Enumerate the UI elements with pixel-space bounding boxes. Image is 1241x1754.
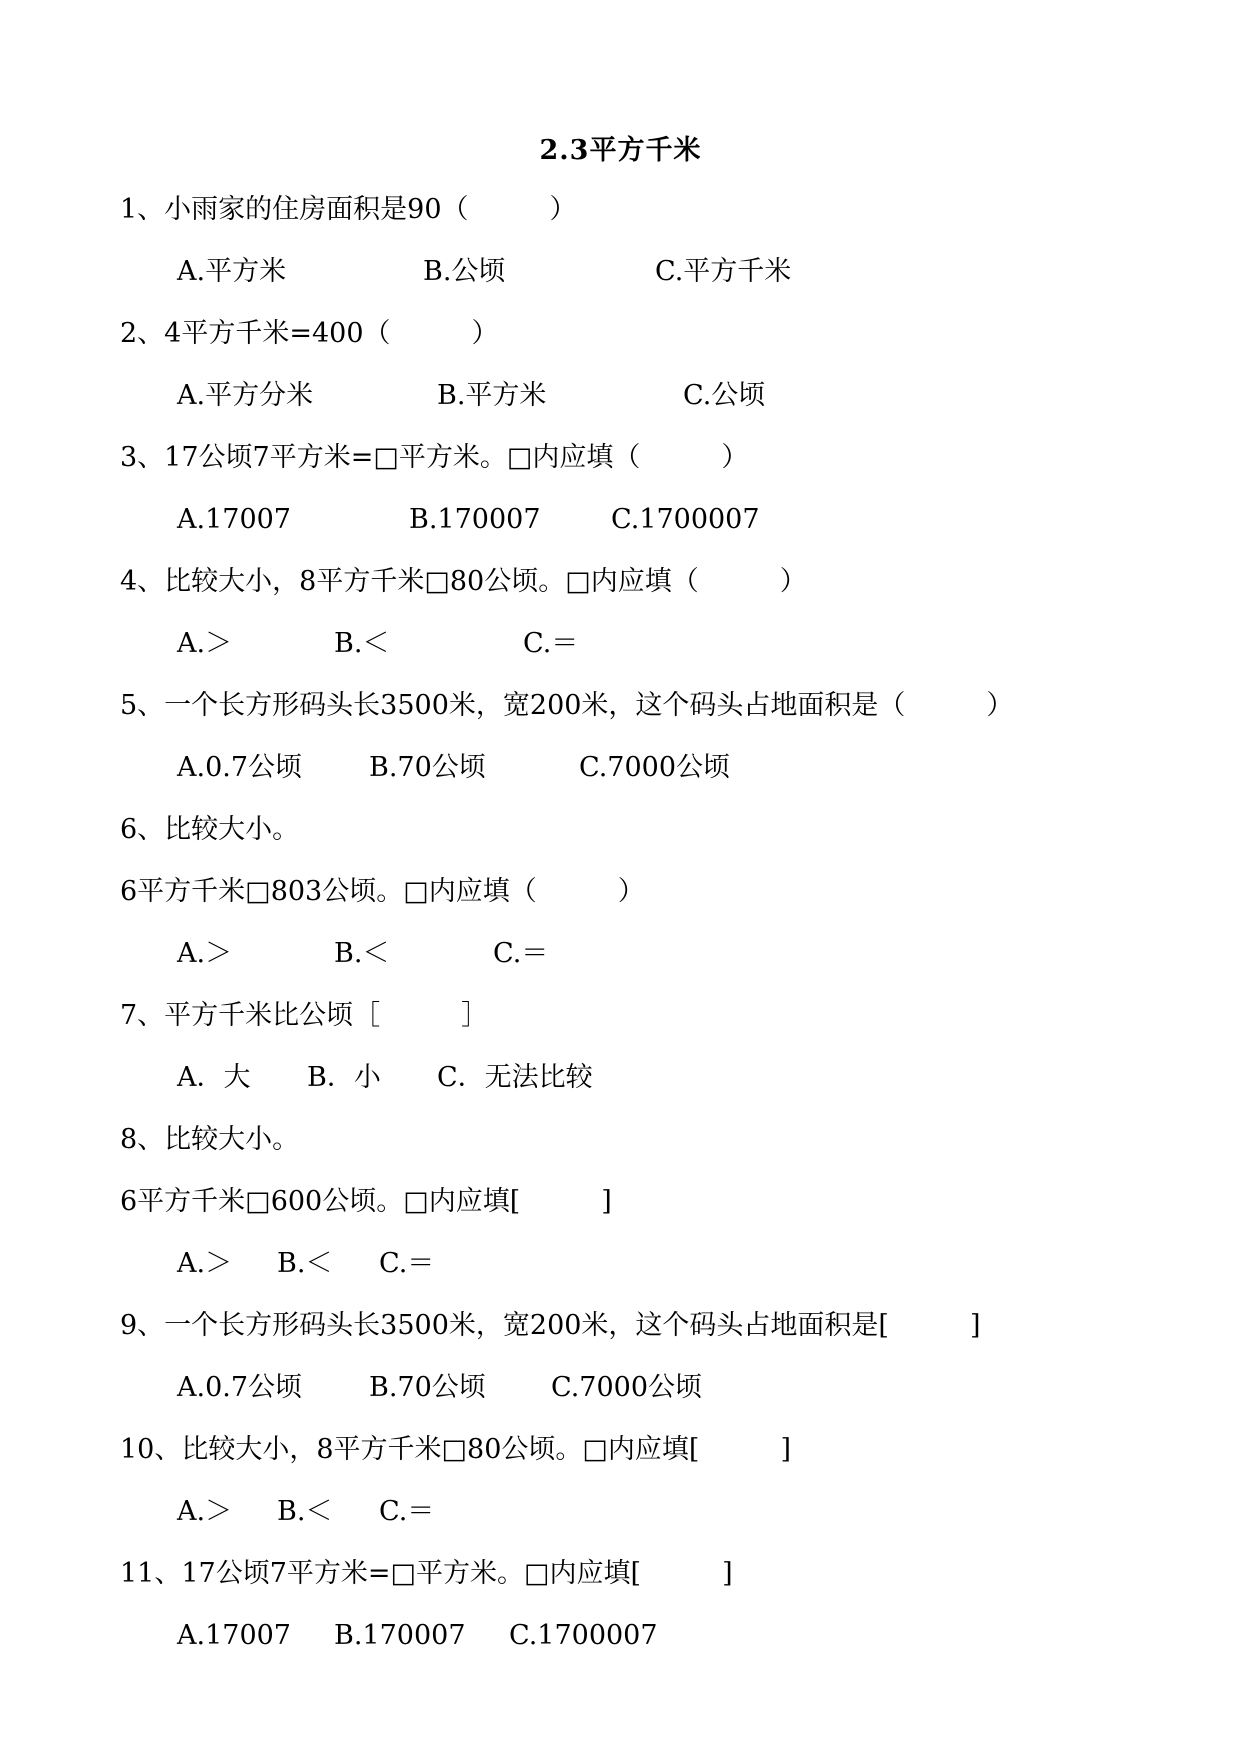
question-10-stem: 10、比较大小，8平方千米□80公顷。□内应填[ ] xyxy=(120,1434,791,1465)
question-8-stem: 8、比较大小。 xyxy=(120,1124,300,1155)
question-7-stem: 7、平方千米比公顷［ ］ xyxy=(120,1000,489,1031)
option-c: C.＝ xyxy=(379,1496,435,1527)
question-11-stem: 11、17公顷7平方米=□平方米。□内应填[ ] xyxy=(120,1558,733,1589)
option-c: C.公顷 xyxy=(683,380,766,411)
option-b: B.170007 xyxy=(409,504,541,535)
option-b: B.70公顷 xyxy=(369,1372,486,1403)
option-c: C．无法比较 xyxy=(437,1062,593,1093)
option-c: C.7000公顷 xyxy=(579,752,730,783)
option-b: B.170007 xyxy=(334,1620,466,1651)
option-a: A.0.7公顷 xyxy=(177,1372,303,1403)
question-6-subquestion: 6平方千米□803公顷。□内应填（ ） xyxy=(120,876,645,907)
option-c: C.7000公顷 xyxy=(551,1372,702,1403)
option-a: A.0.7公顷 xyxy=(177,752,303,783)
question-2-stem: 2、4平方千米=400（ ） xyxy=(120,318,499,349)
option-a: A.平方分米 xyxy=(177,380,314,411)
option-c: C.1700007 xyxy=(611,504,760,535)
option-a: A.17007 xyxy=(177,504,291,535)
option-c: C.＝ xyxy=(523,628,579,659)
option-b: B.＜ xyxy=(334,938,390,969)
option-b: B.＜ xyxy=(334,628,390,659)
option-b: B．小 xyxy=(307,1062,381,1093)
option-c: C.1700007 xyxy=(509,1620,658,1651)
question-8-subquestion: 6平方千米□600公顷。□内应填[ ] xyxy=(120,1186,612,1217)
option-b: B.平方米 xyxy=(437,380,547,411)
option-b: B.＜ xyxy=(277,1496,333,1527)
option-b: B.＜ xyxy=(277,1248,333,1279)
option-a: A.＞ xyxy=(177,1496,233,1527)
question-4-stem: 4、比较大小，8平方千米□80公顷。□内应填（ ） xyxy=(120,566,807,597)
option-b: B.公顷 xyxy=(423,256,506,287)
option-c: C.＝ xyxy=(379,1248,435,1279)
option-a: A.＞ xyxy=(177,1248,233,1279)
option-a: A.＞ xyxy=(177,628,233,659)
option-a: A.平方米 xyxy=(177,256,287,287)
option-a: A.17007 xyxy=(177,1620,291,1651)
option-c: C.＝ xyxy=(493,938,549,969)
option-a: A.＞ xyxy=(177,938,233,969)
question-6-stem: 6、比较大小。 xyxy=(120,814,300,845)
option-b: B.70公顷 xyxy=(369,752,486,783)
question-5-stem: 5、一个长方形码头长3500米，宽200米，这个码头占地面积是（ ） xyxy=(120,690,1014,721)
option-a: A．大 xyxy=(177,1062,251,1093)
page-title: 2.3平方千米 xyxy=(539,135,702,166)
question-1-stem: 1、小雨家的住房面积是90（ ） xyxy=(120,194,577,225)
question-9-stem: 9、一个长方形码头长3500米，宽200米，这个码头占地面积是[ ] xyxy=(120,1310,981,1341)
option-c: C.平方千米 xyxy=(655,256,792,287)
question-3-stem: 3、17公顷7平方米=□平方米。□内应填（ ） xyxy=(120,442,749,473)
